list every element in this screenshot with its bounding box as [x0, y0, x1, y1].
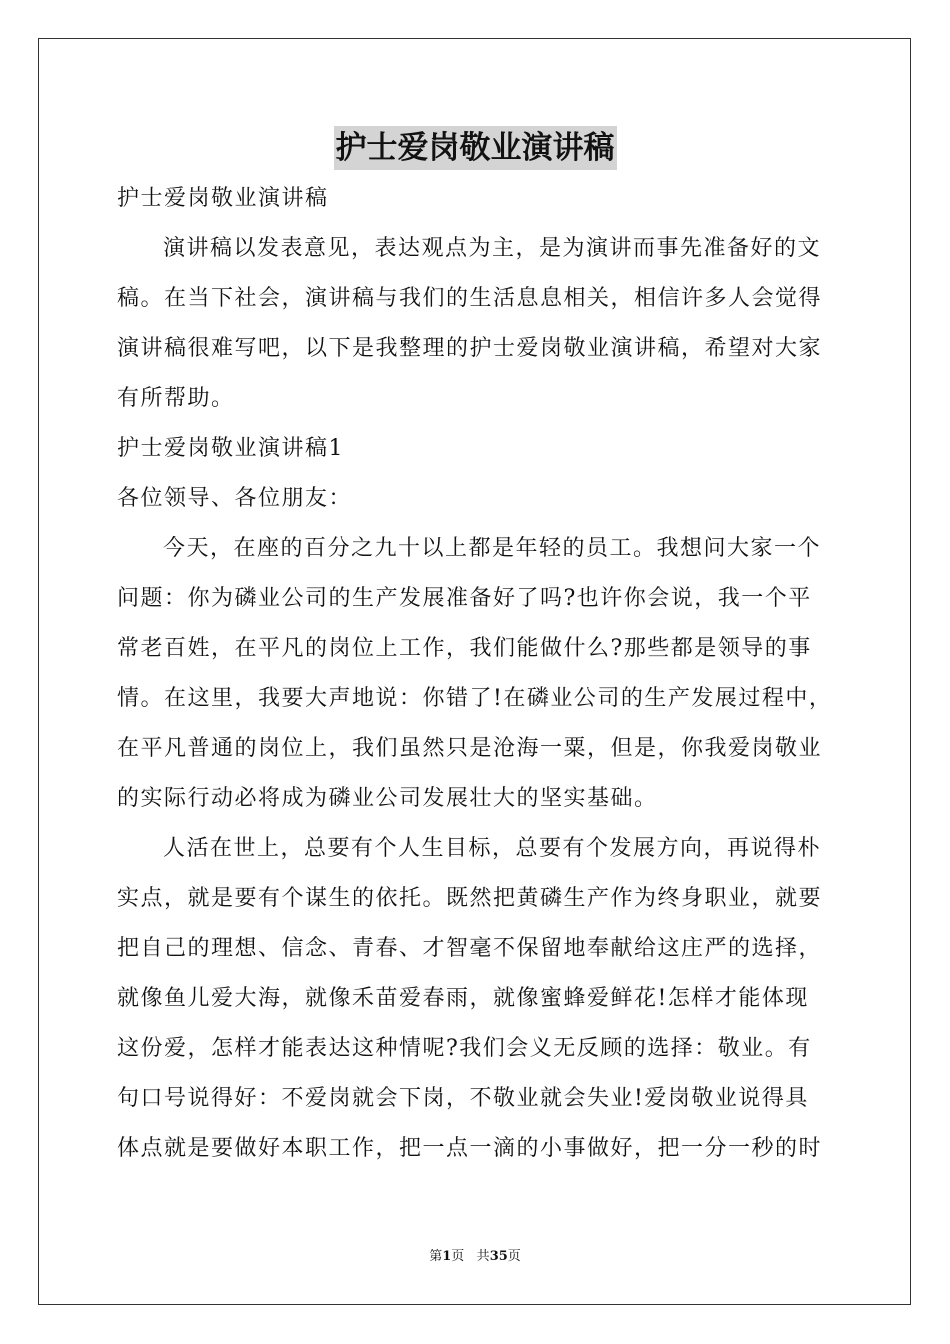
paragraph-line: 稿。在当下社会，演讲稿与我们的生活息息相关，相信许多人会觉得 — [117, 286, 823, 311]
document-subtitle: 护士爱岗敬业演讲稿 — [117, 186, 329, 211]
document-title-wrap — [0, 126, 950, 170]
total-pages: 35 — [489, 1249, 508, 1264]
paragraph-line: 演讲稿很难写吧，以下是我整理的护士爱岗敬业演讲稿，希望对大家 — [117, 336, 823, 361]
page-prefix: 第 — [429, 1249, 443, 1264]
section-heading: 护士爱岗敬业演讲稿1 — [117, 436, 344, 461]
document-title: 护士爱岗敬业演讲稿 — [334, 126, 617, 170]
paragraph-line: 实点，就是要有个谋生的依托。既然把黄磷生产作为终身职业，就要 — [117, 886, 823, 911]
paragraph-line: 问题：你为磷业公司的生产发展准备好了吗?也许你会说，我一个平 — [117, 586, 812, 611]
page-suffix: 页 — [451, 1249, 465, 1264]
salutation: 各位领导、各位朋友： — [117, 486, 353, 511]
paragraph-line: 有所帮助。 — [117, 386, 235, 411]
total-suffix: 页 — [507, 1249, 521, 1264]
paragraph-line: 把自己的理想、信念、青春、才智毫不保留地奉献给这庄严的选择， — [117, 936, 823, 961]
paragraph-line: 常老百姓，在平凡的岗位上工作，我们能做什么?那些都是领导的事 — [117, 636, 812, 661]
paragraph-line: 就像鱼儿爱大海，就像禾苗爱春雨，就像蜜蜂爱鲜花!怎样才能体现 — [117, 986, 809, 1011]
total-prefix: 共 — [476, 1249, 490, 1264]
paragraph-line: 的实际行动必将成为磷业公司发展壮大的坚实基础。 — [117, 786, 658, 811]
paragraph-line: 体点就是要做好本职工作，把一点一滴的小事做好，把一分一秒的时 — [117, 1136, 823, 1161]
paragraph-line: 这份爱，怎样才能表达这种情呢?我们会义无反顾的选择：敬业。有 — [117, 1036, 812, 1061]
paragraph-line: 句口号说得好：不爱岗就会下岗，不敬业就会失业!爱岗敬业说得具 — [117, 1086, 809, 1111]
paragraph-line: 今天，在座的百分之九十以上都是年轻的员工。我想问大家一个 — [163, 536, 822, 561]
page-footer — [0, 1248, 950, 1266]
paragraph-line: 人活在世上，总要有个人生目标，总要有个发展方向，再说得朴 — [163, 836, 822, 861]
paragraph-line: 演讲稿以发表意见，表达观点为主，是为演讲而事先准备好的文 — [163, 236, 822, 261]
paragraph-line: 情。在这里，我要大声地说：你错了!在磷业公司的生产发展过程中， — [117, 686, 833, 711]
paragraph-line: 在平凡普通的岗位上，我们虽然只是沧海一粟，但是，你我爱岗敬业 — [117, 736, 823, 761]
page-number: 1 — [442, 1249, 452, 1264]
page-border — [38, 38, 911, 1305]
